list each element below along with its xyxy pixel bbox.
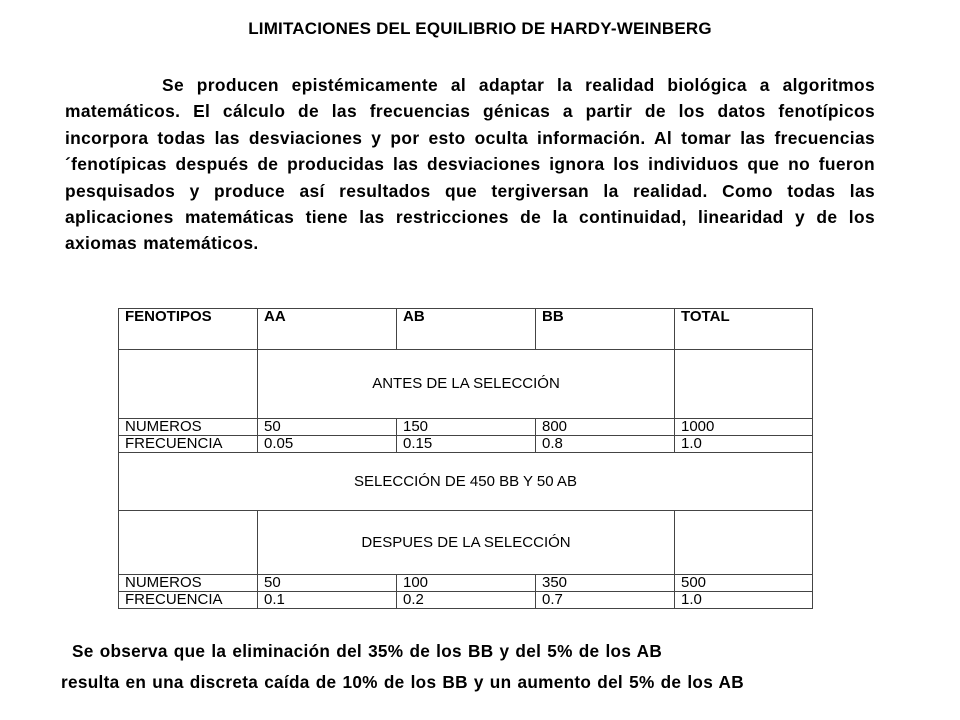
header-cell: FENOTIPOS (119, 309, 258, 350)
empty-cell (119, 511, 258, 575)
table-row (119, 436, 813, 453)
row-label: NUMEROS (119, 419, 258, 436)
table-row (119, 419, 813, 436)
empty-cell (675, 511, 813, 575)
row-label: FRECUENCIA (119, 592, 258, 609)
table-cell: 800 (536, 419, 675, 436)
table-header-row (119, 309, 813, 350)
row-label: NUMEROS (119, 575, 258, 592)
selection-row (119, 453, 813, 511)
header-cell: BB (536, 309, 675, 350)
after-selection-label: DESPUES DE LA SELECCIÓN (258, 511, 675, 575)
before-selection-row (119, 350, 813, 419)
table-cell: 1.0 (675, 436, 813, 453)
conclusion-line-2: resulta en una discreta caída de 10% de los BB y un aumento del 5% de los AB (61, 672, 744, 692)
table-cell: 0.8 (536, 436, 675, 453)
table-cell: 0.15 (397, 436, 536, 453)
phenotype-table (118, 308, 813, 609)
table-cell: 50 (258, 419, 397, 436)
empty-cell (675, 350, 813, 419)
table-cell: 0.2 (397, 592, 536, 609)
table-cell: 0.05 (258, 436, 397, 453)
table-row (119, 592, 813, 609)
table-cell: 350 (536, 575, 675, 592)
row-label: FRECUENCIA (119, 436, 258, 453)
page-title: LIMITACIONES DEL EQUILIBRIO DE HARDY-WEINBERG (248, 19, 712, 38)
table-cell: 50 (258, 575, 397, 592)
conclusion-line-1: Se observa que la eliminación del 35% de los BB y del 5% de los AB (72, 641, 663, 661)
header-cell: AA (258, 309, 397, 350)
before-selection-label: ANTES DE LA SELECCIÓN (258, 350, 675, 419)
header-cell: AB (397, 309, 536, 350)
table-cell: 100 (397, 575, 536, 592)
selection-label: SELECCIÓN DE 450 BB Y 50 AB (119, 453, 813, 511)
table-cell: 1.0 (675, 592, 813, 609)
header-cell: TOTAL (675, 309, 813, 350)
after-selection-row (119, 511, 813, 575)
empty-cell (119, 350, 258, 419)
table-row (119, 575, 813, 592)
table-cell: 0.1 (258, 592, 397, 609)
intro-paragraph: Se producen epistémicamente al adaptar la realidad biológica a algoritmos matemáticos. El cálculo de las frecuencias génicas a partir de los datos fenotípicos incorpora todas las desviaciones y por esto oculta información. Al tomar las frecuencias ´fenotípicas después de producidas las desviaciones ignora los individuos que no fueron pesquisados y produce así resultados que tergiversan la realidad. Como todas las aplicaciones matemáticas tiene las restricciones de la continuidad, linearidad y de los axiomas matemáticos. (65, 75, 875, 254)
table-cell: 0.7 (536, 592, 675, 609)
table-cell: 500 (675, 575, 813, 592)
table-cell: 1000 (675, 419, 813, 436)
table-cell: 150 (397, 419, 536, 436)
